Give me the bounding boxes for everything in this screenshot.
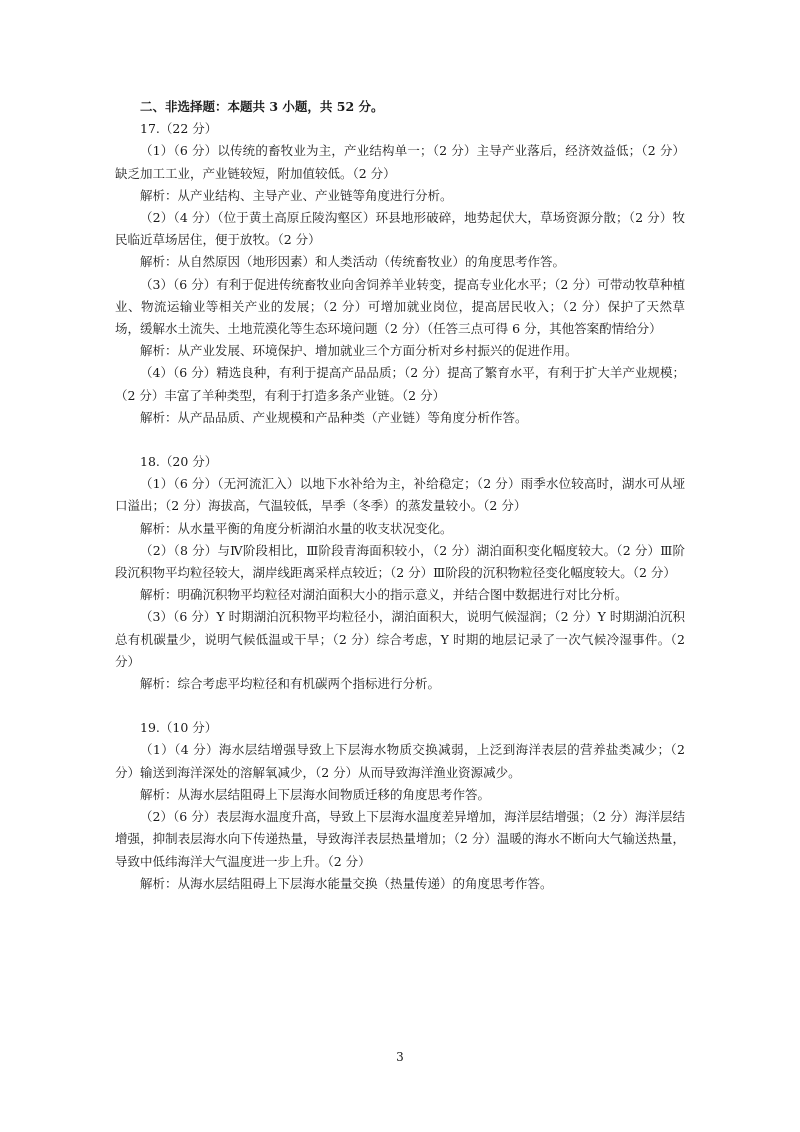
q19-part-1-analysis: 解析：从海水层结阻碍上下层海水间物质迁移的角度思考作答。 [140,786,491,802]
q17-part-4-analysis: 解析：从产品品质、产业规模和产品种类（产业链）等角度分析作答。 [140,409,528,425]
q18-part-3-answer: （3）（6 分）Y 时期湖泊沉积物平均粒径小，湖泊面积大，说明气候湿润；（2 分）Y 时期湖泊沉积总有机碳量少，说明气候低温或干旱；（2 分）综合考虑，Y 时期的地层记录了一次气候冷湿事件。（2 分） [115,609,685,669]
q17-part-1-answer: （1）（6 分）以传统的畜牧业为主，产业结构单一；（2 分）主导产业落后，经济效益低；（2 分）缺乏加工工业，产业链较短，附加值较低。（2 分） [115,143,685,181]
q17-part-4-answer: （4）（6 分）精选良种，有利于提高产品品质；（2 分）提高了繁育水平，有利于扩大羊产业规模；（2 分）丰富了羊种类型，有利于打造多条产业链。（2 分） [115,365,685,403]
q18-part-1-analysis: 解析：从水量平衡的角度分析湖泊水量的收支状况变化。 [140,520,453,536]
q18-part-2-analysis: 解析：明确沉积物平均粒径对湖泊面积大小的指示意义，并结合图中数据进行对比分析。 [140,587,628,603]
answer-content [115,96,685,895]
q17-part-2-analysis: 解析：从自然原因（地形因素）和人类活动（传统畜牧业）的角度思考作答。 [140,254,566,270]
question-17-number: 17.（22 分） [140,121,218,137]
page-number: 3 [396,1050,404,1064]
q17-part-1-analysis: 解析：从产业结构、主导产业、产业链等角度进行分析。 [140,187,453,203]
spacer [115,695,685,717]
q19-part-2-analysis: 解析：从海水层结阻碍上下层海水能量交换（热量传递）的角度思考作答。 [140,875,553,891]
q17-part-3-answer: （3）（6 分）有利于促进传统畜牧业向舍饲养羊业转变，提高专业化水平；（2 分）可带动牧草种植业、物流运输业等相关产业的发展；（2 分）可增加就业岗位，提高居民收入；（2 分）保护了天然草场，缓解水土流失、土地荒漠化等生态环境问题（2 分）（任答三点可得 6 分，其他答案酌情给分） [115,276,685,337]
q18-part-2-answer: （2）（8 分）与Ⅳ阶段相比，Ⅲ阶段青海面积较小，（2 分）湖泊面积变化幅度较大。（2 分）Ⅲ阶段沉积物平均粒径较大，湖岸线距离采样点较近；（2 分）Ⅲ阶段的沉积物粒径变化幅度较大。（2 分） [115,542,685,581]
q17-part-2-answer: （2）（4 分）（位于黄土高原丘陵沟壑区）环县地形破碎，地势起伏大，草场资源分散；（2 分）牧民临近草场居住，便于放牧。（2 分） [115,210,685,248]
spacer [115,429,685,451]
q18-part-1-answer: （1）（6 分）（无河流汇入）以地下水补给为主，补给稳定；（2 分）雨季水位较高时，湖水可从垭口溢出；（2 分）海拔高，气温较低，旱季（冬季）的蒸发量较小。（2 分） [115,476,685,514]
q18-part-3-analysis: 解析：综合考虑平均粒径和有机碳两个指标进行分析。 [140,676,441,692]
question-18-number: 18.（20 分） [140,454,218,470]
q19-part-2-answer: （2）（6 分）表层海水温度升高，导致上下层海水温度差异增加，海洋层结增强；（2 分）海洋层结增强，抑制表层海水向下传递热量，导致海洋表层热量增加；（2 分）温暖的海水不断向大气输送热量，导致中低纬海洋大气温度进一步上升。（2 分） [115,809,685,869]
q17-part-3-analysis: 解析：从产业发展、环境保护、增加就业三个方面分析对乡村振兴的促进作用。 [140,343,578,359]
q19-part-1-answer: （1）（4 分）海水层结增强导致上下层海水物质交换减弱，上泛到海洋表层的营养盐类减少；（2 分）输送到海洋深处的溶解氧减少，（2 分）从而导致海洋渔业资源减少。 [115,742,685,780]
question-19-number: 19.（10 分） [140,720,218,736]
section-title: 二、非选择题：本题共 3 小题，共 52 分。 [140,99,384,114]
